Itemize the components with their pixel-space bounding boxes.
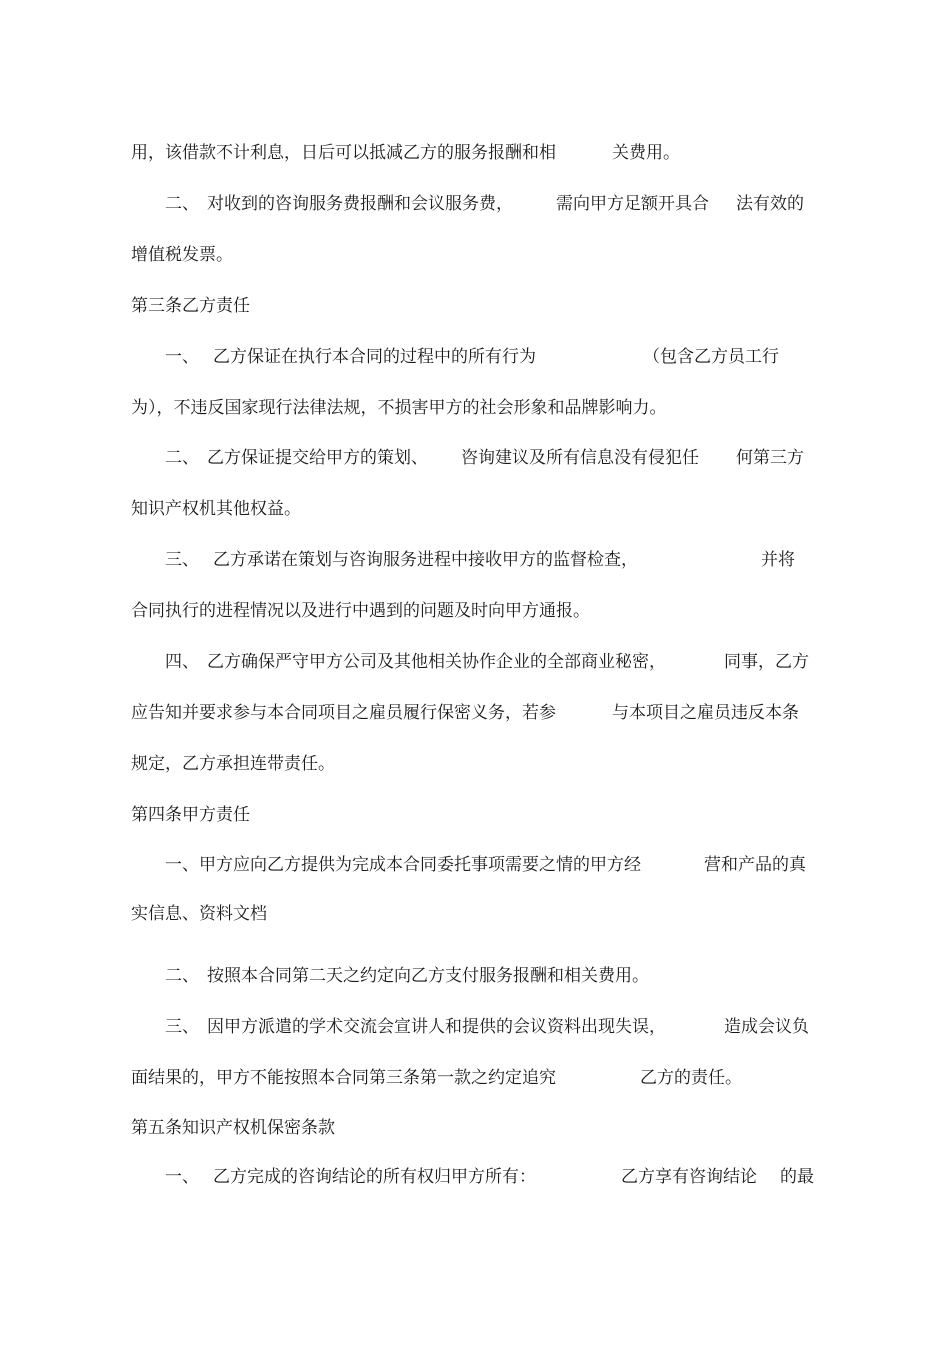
text-segment: 三、 bbox=[165, 1017, 199, 1037]
text-segment: 乙方享有咨询结论 bbox=[621, 1167, 757, 1187]
text-line bbox=[0, 446, 950, 470]
text-segment: 乙方确保严守甲方公司及其他相关协作企业的全部商业秘密， bbox=[207, 652, 666, 672]
text-segment: 规定，乙方承担连带责任。 bbox=[131, 754, 335, 774]
text-segment: （包含乙方员工行 bbox=[643, 347, 779, 367]
text-line bbox=[0, 803, 950, 827]
text-line bbox=[0, 964, 950, 988]
text-segment: 乙方承诺在策划与咨询服务进程中接收甲方的监督检查， bbox=[213, 550, 638, 570]
text-segment: 第五条知识产权机保密条款 bbox=[131, 1118, 335, 1138]
text-segment: 增值税发票。 bbox=[131, 245, 233, 265]
text-segment: 面结果的，甲方不能按照本合同第三条第一款之约定追究 bbox=[131, 1068, 556, 1088]
text-segment: 为），不违反国家现行法律法规，不损害甲方的社会形象和品牌影响力。 bbox=[131, 398, 667, 418]
text-segment: 同事，乙方 bbox=[724, 652, 809, 672]
text-segment: 乙方的责任。 bbox=[640, 1068, 742, 1088]
text-segment: 乙方完成的咨询结论的所有权归甲方所有： bbox=[213, 1167, 536, 1187]
text-line bbox=[0, 902, 950, 926]
text-line bbox=[0, 599, 950, 623]
text-line bbox=[0, 141, 950, 165]
text-segment: 乙方保证提交给甲方的策划、 bbox=[207, 448, 428, 468]
text-line bbox=[0, 1165, 950, 1189]
text-line bbox=[0, 396, 950, 420]
text-segment: 一、 bbox=[165, 1167, 199, 1187]
text-segment: 需向甲方足额开具合 bbox=[556, 194, 709, 214]
text-segment: 四、 bbox=[165, 652, 199, 672]
text-segment: 用，该借款不计利息，日后可以抵减乙方的服务报酬和相 bbox=[131, 143, 556, 163]
text-line bbox=[0, 853, 950, 877]
text-line bbox=[0, 192, 950, 216]
text-line bbox=[0, 650, 950, 674]
text-segment: 二、 bbox=[165, 448, 199, 468]
text-line bbox=[0, 294, 950, 318]
text-segment: 三、 bbox=[165, 550, 199, 570]
text-line bbox=[0, 1066, 950, 1090]
text-segment: 法有效的 bbox=[736, 194, 804, 214]
text-line bbox=[0, 497, 950, 521]
text-segment: 的最 bbox=[780, 1167, 814, 1187]
text-segment: 并将 bbox=[761, 550, 795, 570]
text-segment: 一、 bbox=[165, 347, 199, 367]
text-segment: 关费用。 bbox=[612, 143, 680, 163]
text-segment: 实信息、资料文档 bbox=[131, 904, 267, 924]
text-segment: 对收到的咨询服务费报酬和会议服务费， bbox=[207, 194, 513, 214]
text-segment: 营和产品的真 bbox=[704, 855, 806, 875]
text-line bbox=[0, 701, 950, 725]
text-segment: 应告知并要求参与本合同项目之雇员履行保密义务，若参 bbox=[131, 703, 556, 723]
text-line bbox=[0, 345, 950, 369]
text-segment: 乙方保证在执行本合同的过程中的所有行为 bbox=[213, 347, 536, 367]
text-segment: 一、甲方应向乙方提供为完成本合同委托事项需要之情的甲方经 bbox=[165, 855, 641, 875]
text-line bbox=[0, 1015, 950, 1039]
text-segment: 按照本合同第二天之约定向乙方支付服务报酬和相关费用。 bbox=[207, 966, 649, 986]
text-line bbox=[0, 243, 950, 267]
text-segment: 因甲方派遣的学术交流会宣讲人和提供的会议资料出现失误， bbox=[207, 1017, 666, 1037]
text-line bbox=[0, 548, 950, 572]
text-segment: 造成会议负 bbox=[724, 1017, 809, 1037]
text-segment: 何第三方 bbox=[736, 448, 804, 468]
text-segment: 第三条乙方责任 bbox=[131, 296, 250, 316]
text-segment: 二、 bbox=[165, 194, 199, 214]
text-segment: 知识产权机其他权益。 bbox=[131, 499, 301, 519]
text-line bbox=[0, 752, 950, 776]
text-segment: 合同执行的进程情况以及进行中遇到的问题及时向甲方通报。 bbox=[131, 601, 590, 621]
text-line bbox=[0, 1116, 950, 1140]
text-segment: 二、 bbox=[165, 966, 199, 986]
text-segment: 咨询建议及所有信息没有侵犯任 bbox=[461, 448, 699, 468]
text-segment: 第四条甲方责任 bbox=[131, 805, 250, 825]
text-segment: 与本项目之雇员违反本条 bbox=[612, 703, 799, 723]
